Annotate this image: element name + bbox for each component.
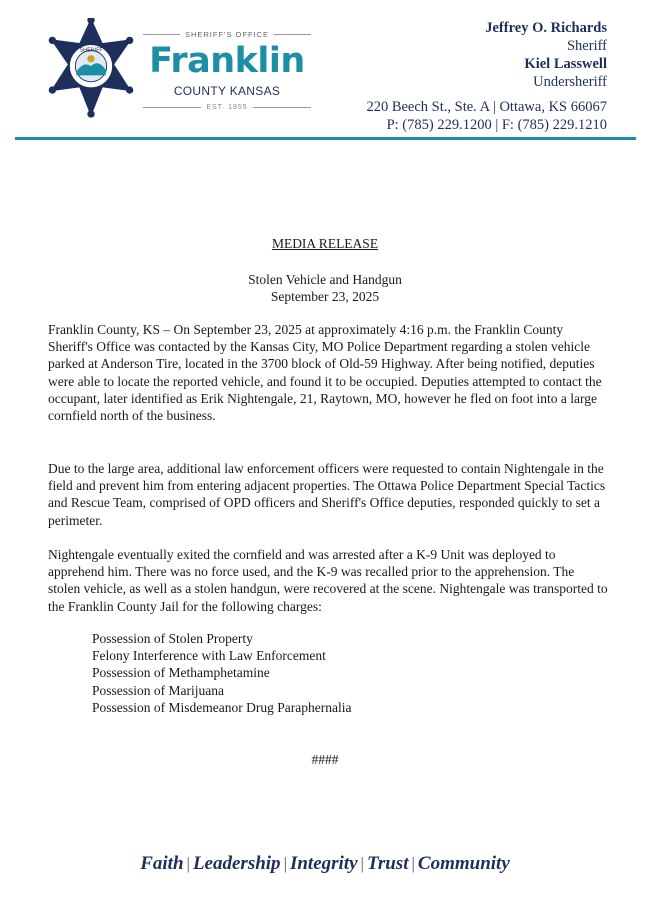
paragraph: Due to the large area, additional law enforcement officers were requested to contain Nightengale in the field and prevent him from entering adjacent properties. The Ottawa Police Department Special Tactics and Rescue Team, comprised of OPD officers and Sheriff's Office deputies, responded quickly to set a perimeter. xyxy=(48,461,606,528)
contact-block xyxy=(287,98,607,134)
office-label-text: SHERIFF'S OFFICE xyxy=(184,29,270,39)
undersheriff-name: Kiel Lasswell xyxy=(524,56,607,72)
undersheriff-title: Undersheriff xyxy=(533,74,607,90)
paragraph: Nightengale eventually exited the cornfield and was arrested after a K-9 Unit was deployed to apprehend him. There was no force used, and the K-9 was recalled prior to the apprehension. The stolen vehicle, as well as a stolen handgun, were recovered at the scene. Nightengale was transported to the Franklin County Jail for the following charges: xyxy=(48,547,608,614)
charge-item: Possession of Marijuana xyxy=(92,682,224,698)
agency-logotype xyxy=(143,28,311,114)
phone-fax: P: (785) 229.1200 | F: (785) 229.1210 xyxy=(386,117,607,133)
charges-list xyxy=(92,630,351,716)
established-label xyxy=(143,102,311,112)
footer-value: Trust xyxy=(366,853,409,874)
footer-value: Leadership xyxy=(192,853,281,874)
sheriff-name: Jeffrey O. Richards xyxy=(485,20,607,36)
charge-item: Possession of Methamphetamine xyxy=(92,665,270,681)
footer-values xyxy=(0,853,650,875)
footer-separator: | xyxy=(411,854,415,873)
charge-item: Possession of Misdemeanor Drug Paraphernalia xyxy=(92,699,352,715)
office-label xyxy=(143,28,311,40)
footer-value: Community xyxy=(417,853,510,874)
footer-separator: | xyxy=(186,854,190,873)
svg-text:SHERIFF: SHERIFF xyxy=(79,47,103,54)
address: 220 Beech St., Ste. A | Ottawa, KS 66067 xyxy=(366,99,607,115)
sheriff-title: Sheriff xyxy=(566,38,607,54)
paragraph: Franklin County, KS – On September 23, 2025 at approximately 4:16 p.m. the Franklin County Sheriff's Office was contacted by the Kansas City, MO Police Department regarding a stolen vehicle parked at Anderson Tire, located in the 3700 block of Old-59 Highway. After being notified, deputies were able to locate the reported vehicle, and found it to be occupied. Deputies attempted to contact the occupant, later identified as Erik Nightengale, 21, Raytown, MO, however he fled on foot into a large cornfield north of the business. xyxy=(48,322,602,424)
release-label: MEDIA RELEASE xyxy=(271,236,379,251)
agency-county: COUNTY KANSAS xyxy=(173,84,281,98)
header-divider xyxy=(15,137,636,140)
footer-value: Faith xyxy=(140,853,184,874)
footer-value: Integrity xyxy=(289,853,358,874)
charge-item: Possession of Stolen Property xyxy=(92,631,253,646)
established-text: EST. 1855 xyxy=(206,103,248,111)
agency-name: Franklin xyxy=(149,41,305,81)
release-title: Stolen Vehicle and Handgun xyxy=(248,272,402,287)
release-date: September 23, 2025 xyxy=(270,289,380,304)
end-mark: #### xyxy=(311,752,339,767)
letterhead xyxy=(0,0,650,140)
footer-separator: | xyxy=(360,854,364,873)
sheriff-star-badge-icon xyxy=(45,18,137,118)
charge-item: Felony Interference with Law Enforcement xyxy=(92,648,326,664)
release-heading xyxy=(0,271,650,305)
officials-block xyxy=(317,19,607,91)
footer-separator: | xyxy=(283,854,287,873)
